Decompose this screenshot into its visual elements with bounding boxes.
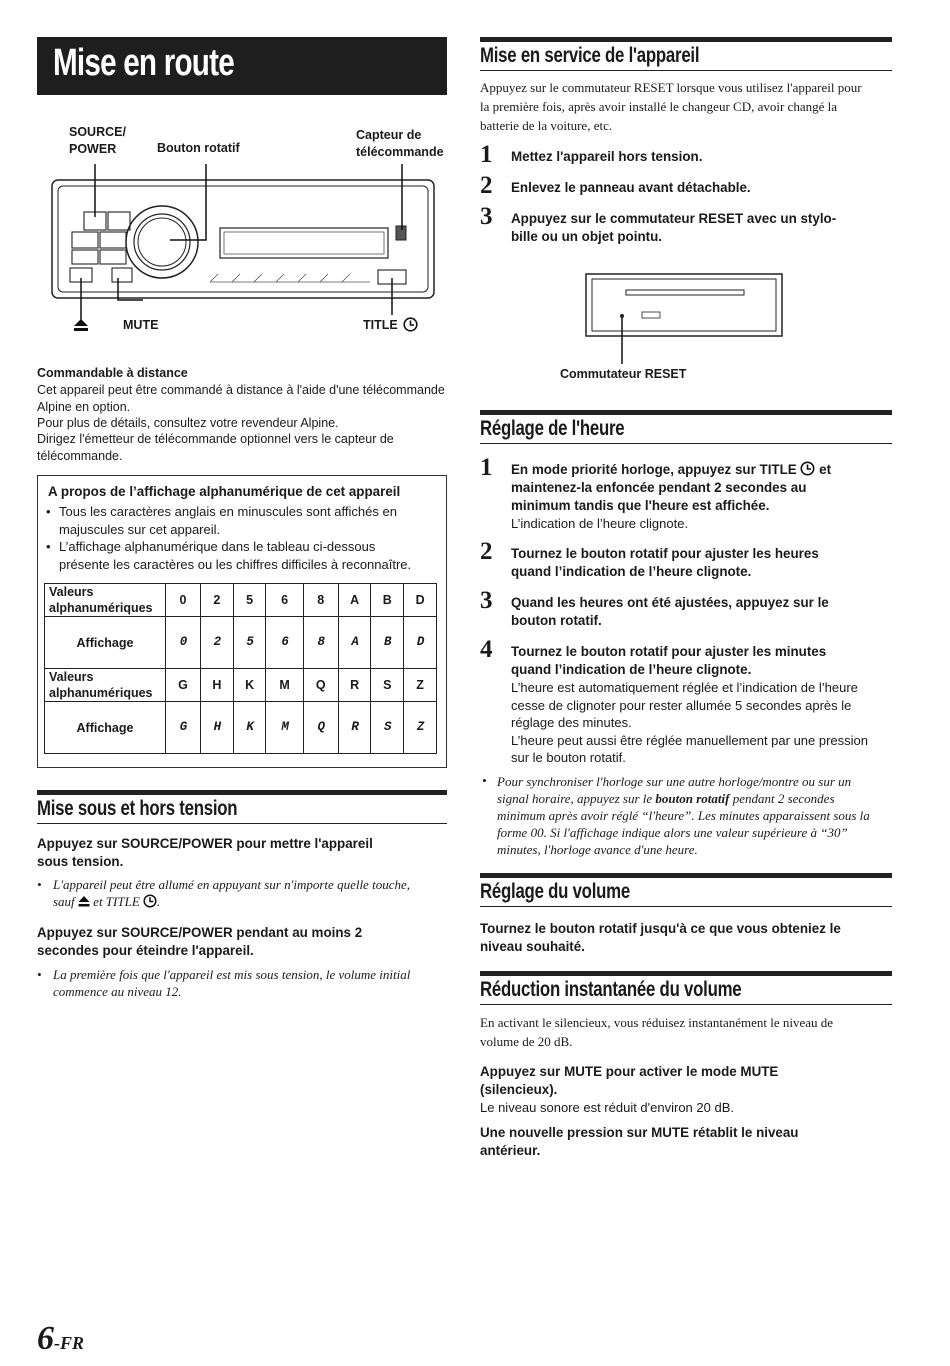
text: Pour synchroniser l'horloge sur une autre horloge/montre ou sur un	[497, 774, 852, 789]
table-cell: R	[338, 669, 371, 702]
alphanumeric-info-box	[37, 475, 447, 768]
section-title-clock: Réglage de l'heure	[480, 417, 625, 440]
text: quand l’indication de l’heure clignote.	[511, 564, 752, 579]
table-cell: Z	[404, 669, 437, 702]
clock-icon	[800, 461, 815, 476]
display-glyph: Q	[303, 702, 338, 754]
mute-instruction-1	[480, 1063, 778, 1117]
display-glyph: 2	[201, 617, 234, 669]
volume-instruction	[480, 920, 841, 956]
table-cell: D	[404, 584, 437, 617]
table-row	[45, 669, 437, 702]
page-number-suffix: -FR	[54, 1333, 85, 1353]
page-title-bar	[37, 37, 447, 95]
text: sur le	[511, 750, 547, 765]
section-header-service	[480, 37, 892, 71]
service-intro-2: la première fois, après avoir installé le changeur CD, avoir changé la	[480, 99, 837, 114]
text: réglage des minutes.	[511, 715, 632, 730]
power-instruction-1	[37, 835, 373, 871]
text: Tournez le	[511, 644, 581, 659]
step-number: 1	[480, 141, 493, 168]
mute-intro-a: En activant le silencieux, vous réduisez instantanément le niveau de	[480, 1015, 834, 1030]
label-source-power: SOURCE/ POWER	[69, 125, 126, 156]
step-number: 2	[480, 172, 493, 199]
text: et TITLE	[93, 894, 140, 909]
table-cell: A	[338, 584, 371, 617]
page-title: Mise en route	[53, 42, 234, 84]
display-glyph: K	[233, 702, 266, 754]
display-glyph: 0	[166, 617, 201, 669]
clock-step-3	[511, 594, 829, 630]
clock-step-4	[511, 643, 868, 767]
bullet: •	[37, 967, 42, 982]
text: maintenez-la enfoncée pendant 2 secondes au	[511, 480, 807, 495]
info-bullet-1-line-b: majuscules sur cet appareil.	[59, 522, 221, 537]
text: Le niveau sonore est réduit d'environ 20 dB.	[480, 1100, 734, 1115]
table-cell: 2	[201, 584, 234, 617]
text: forme 00. Si l'affichage indique alors une valeur supérieure à “30”	[497, 825, 848, 840]
text: jusqu'à ce que vous obteniez le	[636, 921, 841, 936]
text: bouton rotatif	[546, 750, 623, 765]
remote-line-3: Pour plus de détails, consultez votre revendeur Alpine.	[37, 416, 339, 430]
clock-icon	[403, 317, 418, 332]
service-intro-1: Appuyez sur le commutateur RESET lorsque vous utilisez l'appareil pour	[480, 80, 862, 95]
table-cell: 0	[166, 584, 201, 617]
service-intro-3: batterie de la voiture, etc.	[480, 118, 613, 133]
section-header-mute	[480, 971, 892, 1005]
label-reset-switch: Commutateur RESET	[560, 367, 687, 381]
section-title-volume: Réglage du volume	[480, 880, 630, 903]
text: sous tension.	[37, 854, 124, 869]
clock-icon	[143, 894, 157, 908]
text: Tournez le	[480, 921, 550, 936]
text: minimum après avoir réglé “l'heure”. Les minutes apparaissent sous la	[497, 808, 870, 823]
section-header-volume	[480, 873, 892, 907]
text: cesse de clignoter pour rester allumée 5 secondes après le	[511, 697, 852, 713]
remote-line-5: télécommande.	[37, 449, 123, 463]
section-title-service: Mise en service de l'appareil	[480, 44, 700, 67]
key-bouton-rotatif: bouton rotatif	[580, 546, 668, 561]
label-capteur: Capteur de télécommande	[356, 128, 444, 159]
text: Appuyez sur	[37, 925, 122, 940]
key-source-power: SOURCE/POWER	[121, 925, 233, 940]
bullet: •	[482, 773, 487, 788]
row-label-values: Valeurs alphanumériques	[45, 669, 166, 702]
text: pour ajuster les minutes	[667, 644, 827, 659]
display-glyph: A	[338, 617, 371, 669]
display-glyph: Z	[404, 702, 437, 754]
bullet: •	[37, 877, 42, 892]
text: minutes, l'horloge avance d'une heure.	[497, 842, 698, 857]
mute-instruction-2	[480, 1124, 799, 1160]
text: rétablit le niveau	[689, 1125, 799, 1140]
display-glyph: M	[266, 702, 303, 754]
page-number	[37, 1320, 84, 1358]
page-number-digit: 6	[37, 1320, 54, 1357]
step-number: 3	[480, 587, 493, 614]
table-cell: 5	[233, 584, 266, 617]
display-glyph: 6	[266, 617, 303, 669]
step-number: 3	[480, 203, 493, 230]
key-mute: MUTE	[651, 1125, 690, 1140]
service-step-3	[511, 210, 836, 246]
text: pendant 2 secondes	[729, 791, 835, 806]
text: pour ajuster les heures	[667, 546, 819, 561]
table-cell: Q	[303, 669, 338, 702]
head-unit-diagram	[40, 160, 450, 335]
section-title-mute: Réduction instantanée du volume	[480, 978, 742, 1001]
power-instruction-2	[37, 924, 362, 960]
info-bullet-2-line-a: L’affichage alphanumérique dans le tableau ci-dessous	[59, 539, 376, 554]
text: quand l’indication de l’heure clignote.	[511, 662, 752, 677]
text: Appuyez sur le commutateur	[511, 211, 699, 226]
text: Appuyez sur	[37, 836, 122, 851]
text: antérieur.	[480, 1143, 541, 1158]
table-cell: 6	[266, 584, 303, 617]
table-row	[45, 617, 437, 669]
text: L’heure est automatiquement réglée et l’indication de l’heure	[511, 680, 858, 695]
text: signal horaire, appuyez sur le	[497, 791, 656, 806]
text: pendant au moins 2	[232, 925, 363, 940]
display-glyph: D	[404, 617, 437, 669]
text: pour mettre l'appareil	[232, 836, 373, 851]
text: L’heure peut aussi être réglée manuellement par une pression	[511, 732, 869, 748]
display-glyph: B	[371, 617, 404, 669]
text: niveau souhaité.	[480, 939, 585, 954]
power-note-2-a: La première fois que l'appareil est mis sous tension, le volume initial	[53, 967, 411, 982]
key-bouton-rotatif: bouton rotatif	[511, 613, 599, 628]
step-number: 4	[480, 636, 493, 663]
display-glyph: H	[201, 702, 234, 754]
table-cell: 8	[303, 584, 338, 617]
text: pour activer le mode MUTE	[602, 1064, 779, 1079]
text: L’indication de l’heure clignote.	[511, 516, 689, 531]
text: Une nouvelle pression sur	[480, 1125, 652, 1140]
power-note-1-a: L'appareil peut être allumé en appuyant sur n'importe quelle touche,	[53, 877, 410, 892]
service-step-1: Mettez l'appareil hors tension.	[511, 149, 703, 164]
mute-intro-b: volume de 20 dB.	[480, 1034, 573, 1049]
eject-icon	[73, 318, 89, 332]
text: Appuyez sur	[480, 1064, 565, 1079]
remote-line-1: Cet appareil peut être commandé à distance à l'aide d'une télécommande	[37, 383, 445, 397]
step-number: 2	[480, 538, 493, 565]
power-note-2-b: commence au niveau 12.	[53, 984, 182, 999]
label-title: TITLE	[363, 318, 398, 332]
text: avec un stylo-	[743, 211, 837, 226]
info-bullet-2: •	[46, 539, 51, 554]
key-mute: MUTE	[564, 1064, 603, 1079]
display-glyph: 8	[303, 617, 338, 669]
row-label-display: Affichage	[45, 702, 166, 754]
key-title: TITLE	[759, 462, 797, 477]
step-number: 1	[480, 454, 493, 481]
key-reset: RESET	[698, 211, 744, 226]
text: .	[598, 613, 602, 628]
table-row	[45, 702, 437, 754]
clock-note	[497, 773, 870, 858]
table-cell: G	[166, 669, 201, 702]
reset-diagram	[584, 272, 784, 364]
info-box-heading: A propos de l’affichage alphanumérique de cet appareil	[48, 484, 401, 499]
info-bullet-1-line-a: Tous les caractères anglais en minuscules sont affichés en	[59, 504, 397, 519]
alphanumeric-table	[44, 583, 437, 754]
display-glyph: 5	[233, 617, 266, 669]
table-cell: M	[266, 669, 303, 702]
eject-icon	[78, 896, 90, 907]
table-cell: B	[371, 584, 404, 617]
label-bouton-rotatif: Bouton rotatif	[157, 141, 240, 155]
table-row	[45, 584, 437, 617]
key-source-power: SOURCE/POWER	[121, 836, 233, 851]
remote-line-4: Dirigez l'émetteur de télécommande optionnel vers le capteur de	[37, 432, 394, 446]
text: secondes pour éteindre l'appareil.	[37, 943, 254, 958]
key-bouton-rotatif: bouton rotatif	[655, 791, 730, 806]
clock-step-1	[511, 461, 831, 533]
table-cell: H	[201, 669, 234, 702]
text: Tournez le	[511, 546, 581, 561]
display-glyph: G	[166, 702, 201, 754]
section-title-power: Mise sous et hors tension	[37, 797, 238, 820]
text: minimum tandis que l'heure est affichée.	[511, 498, 770, 513]
power-note-1-b: sauf et TITLE .	[53, 894, 161, 909]
text: Quand les heures ont été ajustées, appuyez sur le	[511, 595, 829, 610]
table-cell: K	[233, 669, 266, 702]
text: bille ou un objet pointu.	[511, 229, 662, 244]
remote-heading: Commandable à distance	[37, 366, 188, 380]
display-glyph: R	[338, 702, 371, 754]
display-glyph: S	[371, 702, 404, 754]
row-label-values: Valeurs alphanumériques	[45, 584, 166, 617]
service-step-2: Enlevez le panneau avant détachable.	[511, 180, 751, 195]
key-bouton-rotatif: bouton rotatif	[580, 644, 668, 659]
section-header-power	[37, 790, 447, 824]
table-cell: S	[371, 669, 404, 702]
remote-line-2: Alpine en option.	[37, 400, 131, 414]
section-header-clock	[480, 410, 892, 444]
text: (silencieux).	[480, 1082, 558, 1097]
info-bullet-2-line-b: présente les caractères ou les chiffres difficiles à reconnaître.	[59, 557, 412, 572]
key-bouton-rotatif: bouton rotatif	[549, 921, 637, 936]
text: sauf	[53, 894, 75, 909]
clock-step-2	[511, 545, 819, 581]
text: et	[815, 462, 832, 477]
text: En mode priorité horloge, appuyez sur	[511, 462, 760, 477]
row-label-display: Affichage	[45, 617, 166, 669]
text: .	[622, 750, 626, 765]
clock-step-4-last	[511, 749, 868, 767]
label-mute: MUTE	[123, 318, 159, 332]
info-bullet-1: •	[46, 504, 51, 519]
